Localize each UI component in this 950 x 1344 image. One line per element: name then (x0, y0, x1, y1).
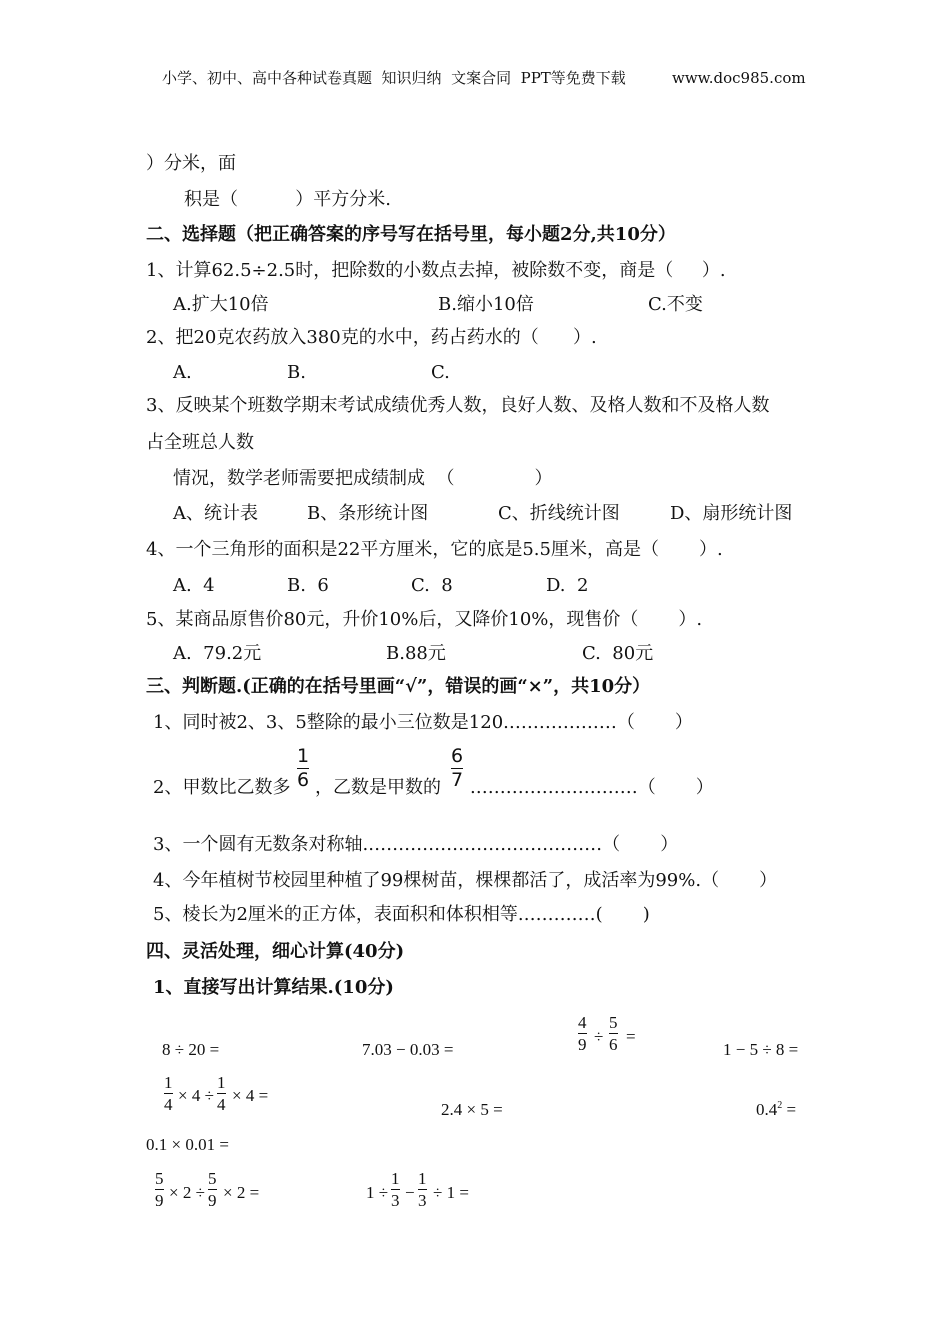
expr-7-base: 0.4 (756, 1100, 778, 1119)
fraction-numerator: 5 (155, 1169, 164, 1188)
expr-2: 7.03 − 0.03 = (362, 1040, 454, 1059)
fraction-bar (155, 1189, 164, 1190)
expr-9-mid: × 2 ÷ (169, 1183, 205, 1202)
expr-5-mid: × 4 ÷ (178, 1086, 214, 1105)
fraction-bar (391, 1189, 400, 1190)
q2-1-text: 1、计算62.5÷2.5时，把除数的小数点去掉，被除数不变，商是（ ）. (146, 260, 726, 281)
carry-line-2: 积是（ ）平方分米. (184, 189, 391, 210)
fraction-numerator: 1 (164, 1073, 173, 1092)
q2-1-option-c: C.不变 (648, 294, 703, 315)
fraction-bar (609, 1033, 618, 1034)
fraction-bar (208, 1189, 217, 1190)
q2-3-line-1: 3、反映某个班数学期末考试成绩优秀人数，良好人数、及格人数和不及格人数 (146, 395, 770, 416)
q3-2-mid: ，乙数是甲数的 (315, 777, 441, 798)
fraction-denominator: 4 (217, 1095, 226, 1114)
q2-4-option-c: C. 8 (411, 575, 453, 596)
q3-1-text: 1、同时被2、3、5整除的最小三位数是120.………………（ ） (153, 712, 693, 733)
expr-3-eq: = (626, 1027, 636, 1046)
expr-10-frac-1 (391, 1170, 400, 1209)
expr-8: 0.1 × 0.01 = (146, 1135, 229, 1154)
expr-9-tail: × 2 = (223, 1183, 260, 1202)
expr-5-frac-2 (217, 1074, 226, 1113)
fraction-numerator: 1 (391, 1169, 400, 1188)
q2-1-option-b: B.缩小10倍 (438, 294, 534, 315)
section-3-title: 三、判断题.(正确的在括号里画“√”，错误的画“×”，共10分） (146, 676, 651, 697)
expr-5-tail: × 4 = (232, 1086, 269, 1105)
header-text: 小学、初中、高中各种试卷真题 知识归纳 文案合同 PPT等免费下载 (162, 69, 626, 87)
header-site: www.doc985.com (672, 69, 806, 87)
section-2-title: 二、选择题（把正确答案的序号写在括号里，每小题2分,共10分） (146, 224, 676, 245)
expr-10-pre: 1 ÷ (366, 1183, 389, 1202)
q2-2-option-c: C. (431, 362, 450, 383)
q2-1-option-a: A.扩大10倍 (173, 294, 269, 315)
fraction-bar (418, 1189, 427, 1190)
expr-7 (756, 1101, 796, 1118)
fraction-denominator: 9 (208, 1191, 217, 1210)
expr-9-frac-1 (155, 1170, 164, 1209)
q2-3-option-a: A、统计表 (173, 503, 258, 524)
fraction-bar (164, 1093, 173, 1094)
q2-5-option-b: B.88元 (386, 643, 446, 664)
q2-2-option-a: A. (173, 362, 192, 383)
fraction-bar (217, 1093, 226, 1094)
expr-4: 1 − 5 ÷ 8 = (723, 1040, 799, 1059)
fraction-numerator: 1 (418, 1169, 427, 1188)
q2-5-option-a: A. 79.2元 (173, 643, 262, 664)
q3-2-fraction-1 (297, 747, 309, 790)
q2-5-text: 5、某商品原售价80元，升价10%后，又降价10%，现售价（ ）. (146, 609, 703, 630)
fraction-denominator: 6 (609, 1035, 618, 1054)
expr-5-frac-1 (164, 1074, 173, 1113)
fraction-numerator: 1 (217, 1073, 226, 1092)
expr-6: 2.4 × 5 = (441, 1100, 503, 1119)
q3-2-fraction-2 (451, 747, 463, 790)
q2-3-option-d: D、扇形统计图 (670, 503, 793, 524)
q2-3-option-b: B、条形统计图 (307, 503, 429, 524)
fraction-denominator: 4 (164, 1095, 173, 1114)
fraction-denominator: 6 (297, 769, 310, 791)
q2-4-option-d: D. 2 (546, 575, 589, 596)
q3-4-text: 4、今年植树节校园里种植了99棵树苗，棵棵都活了，成活率为99%.（ ） (153, 870, 778, 891)
fraction-numerator: 5 (609, 1013, 618, 1032)
q2-2-text: 2、把20克农药放入380克的水中，药占药水的（ ）. (146, 327, 597, 348)
q2-2-option-b: B. (287, 362, 306, 383)
expr-1: 8 ÷ 20 = (162, 1040, 220, 1059)
fraction-denominator: 3 (418, 1191, 427, 1210)
q2-5-option-c: C. 80元 (582, 643, 654, 664)
fraction-denominator: 9 (578, 1035, 587, 1054)
expr-7-eq: = (786, 1100, 797, 1119)
q2-4-option-a: A. 4 (173, 575, 215, 596)
q3-2-pre: 2、甲数比乙数多 (153, 777, 291, 798)
expr-10-frac-2 (418, 1170, 427, 1209)
q2-3-option-c: C、折线统计图 (498, 503, 620, 524)
q2-3-line-2: 占全班总人数 (146, 432, 254, 453)
expr-10-op: − (405, 1183, 415, 1202)
fraction-denominator: 9 (155, 1191, 164, 1210)
q3-2-post: .………………………（ ） (470, 777, 714, 798)
section-4-title: 四、灵活处理，细心计算(40分) (146, 941, 405, 962)
carry-line-1: ）分米，面 (146, 153, 236, 174)
fraction-numerator: 4 (578, 1013, 587, 1032)
expr-7-exponent: 2 (777, 1100, 783, 1111)
expr-10-tail: ÷ 1 = (433, 1183, 469, 1202)
q2-3-line-3: 情况，数学老师需要把成绩制成 （ ） (173, 468, 553, 489)
fraction-denominator: 3 (391, 1191, 400, 1210)
fraction-numerator: 1 (297, 745, 310, 767)
expr-9-frac-2 (208, 1170, 217, 1209)
q2-4-option-b: B. 6 (287, 575, 329, 596)
section-4-sub-1: 1、直接写出计算结果.(10分) (153, 977, 394, 998)
expr-3-op: ÷ (594, 1027, 604, 1046)
fraction-numerator: 6 (451, 745, 464, 767)
q3-3-text: 3、一个圆有无数条对称轴.…………………………………（ ） (153, 834, 679, 855)
q2-4-text: 4、一个三角形的面积是22平方厘米，它的底是5.5厘米，高是（ ）. (146, 539, 723, 560)
q3-5-text: 5、棱长为2厘米的正方体，表面积和体积相等.…………( ) (153, 904, 650, 925)
expr-3-frac-2 (609, 1014, 618, 1053)
expr-3-frac-1 (578, 1014, 587, 1053)
fraction-denominator: 7 (451, 769, 464, 791)
fraction-bar (578, 1033, 587, 1034)
fraction-numerator: 5 (208, 1169, 217, 1188)
